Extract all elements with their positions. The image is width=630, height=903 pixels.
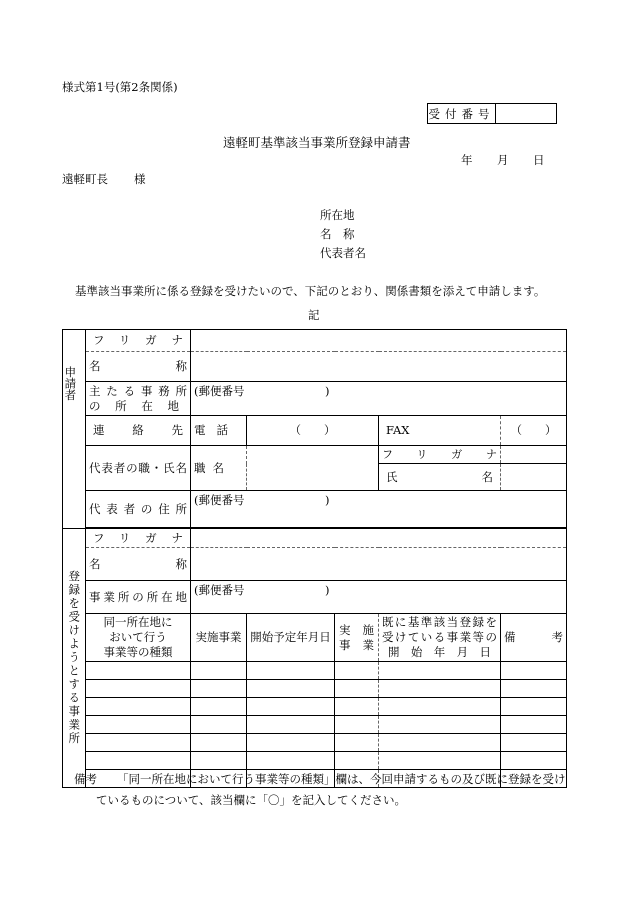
table-row-cell[interactable] (379, 698, 501, 716)
main-office-field[interactable] (191, 382, 567, 416)
postal-label: (郵便番号 ) (194, 493, 330, 507)
addressee-suffix: 様 (134, 172, 146, 186)
table-row-cell[interactable] (247, 716, 335, 734)
application-table (62, 329, 567, 788)
furigana2-label: フリガナ (379, 446, 501, 464)
already-registered-header: 既に基準該当登録を 受けている事業等の 開始年月日 (379, 614, 501, 662)
table-row-cell[interactable] (86, 716, 191, 734)
receipt-number-label: 受付番号 (428, 104, 496, 123)
postal-label: (郵便番号 ) (194, 583, 330, 597)
table-row-cell[interactable] (379, 734, 501, 752)
table-row-cell[interactable] (247, 734, 335, 752)
table-row-cell[interactable] (247, 698, 335, 716)
same-location-header: 同一所在地に おいて行う 事業等の種類 (86, 614, 191, 662)
post-label: 職名 (191, 446, 247, 491)
rep-title-name-label: 代表者の職・氏名 (86, 446, 191, 491)
table-row-cell[interactable] (379, 680, 501, 698)
shimei-label: 氏名 (379, 464, 501, 491)
note-label: 備考 (74, 772, 97, 786)
table-row-cell[interactable] (335, 662, 379, 680)
section-applicant-label: 申請者 (63, 330, 86, 529)
office-furigana-field[interactable] (191, 529, 567, 548)
table-row-cell[interactable] (335, 716, 379, 734)
receipt-number-field[interactable] (496, 104, 556, 123)
section-office-label: 登録を受けようとする事業所 (63, 529, 86, 788)
table-row-cell[interactable] (86, 698, 191, 716)
office-name-field[interactable] (191, 548, 567, 581)
table-row-cell[interactable] (191, 680, 247, 698)
page-title: 遠軽町基準該当事業所登録申請書 (223, 135, 411, 150)
applicant-address-label: 所在地 (320, 208, 355, 222)
intro-text: 基準該当事業所に係る登録を受けたいので、下記のとおり、関係書類を添えて申請します。 (75, 284, 546, 298)
table-row-cell[interactable] (86, 752, 191, 770)
table-row-cell[interactable] (335, 752, 379, 770)
postal-label: (郵便番号 ) (194, 384, 330, 398)
addressee-name: 遠軽町長 (62, 172, 108, 186)
name-label: 名称 (86, 352, 191, 382)
receipt-number-box (427, 103, 557, 124)
table-row-cell[interactable] (501, 680, 567, 698)
table-row-cell[interactable] (501, 662, 567, 680)
office-furigana-label: フリガナ (86, 529, 191, 548)
date-year: 年 (461, 153, 473, 167)
table-row-cell[interactable] (191, 734, 247, 752)
note-line-2: ているものについて、該当欄に「〇」を記入してください。 (96, 793, 407, 807)
office-address-label: 事業所の所在地 (86, 581, 191, 614)
table-row-cell[interactable] (86, 680, 191, 698)
form-number: 様式第1号(第2条関係) (62, 80, 178, 94)
table-row-cell[interactable] (379, 716, 501, 734)
rep-address-field[interactable] (191, 491, 567, 528)
table-row-cell[interactable] (379, 752, 501, 770)
table-row-cell[interactable] (335, 680, 379, 698)
tel-field[interactable]: （ ） (247, 416, 379, 446)
fax-field[interactable]: （ ） (501, 416, 567, 446)
table-row-cell[interactable] (335, 734, 379, 752)
table-row-cell[interactable] (247, 662, 335, 680)
table-row-cell[interactable] (191, 662, 247, 680)
fax-label: FAX (379, 416, 501, 446)
main-office-label: 主たる事務所 の所在地 (86, 382, 191, 416)
office-name-label: 名称 (86, 548, 191, 581)
jisshi-header: 実施事業 (191, 614, 247, 662)
table-row-cell[interactable] (191, 698, 247, 716)
rep-name-field[interactable] (501, 464, 567, 491)
table-row-cell[interactable] (191, 752, 247, 770)
table-row-cell[interactable] (247, 680, 335, 698)
jisshi-jigyo-header: 実施 事業 (335, 614, 379, 662)
rep-furigana-field[interactable] (501, 446, 567, 464)
applicant-rep-label: 代表者名 (320, 246, 366, 260)
ki-heading: 記 (308, 308, 320, 322)
post-field[interactable] (247, 446, 379, 491)
table-row-cell[interactable] (86, 734, 191, 752)
contact-label: 連絡先 (86, 416, 191, 446)
rep-address-label: 代表者の住所 (86, 491, 191, 528)
table-row-cell[interactable] (501, 698, 567, 716)
table-row-cell[interactable] (501, 716, 567, 734)
table-row-cell[interactable] (501, 752, 567, 770)
furigana-label: フリガナ (86, 330, 191, 352)
date-day: 日 (533, 153, 545, 167)
table-row-cell[interactable] (191, 716, 247, 734)
table-row-cell[interactable] (501, 734, 567, 752)
table-row-cell[interactable] (86, 662, 191, 680)
furigana-field[interactable] (191, 330, 567, 352)
table-row-cell[interactable] (335, 698, 379, 716)
table-row-cell[interactable] (379, 662, 501, 680)
table-row-cell[interactable] (247, 752, 335, 770)
name-field[interactable] (191, 352, 567, 382)
start-date-header: 開始予定年月日 (247, 614, 335, 662)
office-address-field[interactable] (191, 581, 567, 614)
applicant-name-label: 名 称 (320, 227, 355, 241)
tel-label: 電話 (191, 416, 247, 446)
date-month: 月 (497, 153, 509, 167)
note-line-1: 「同一所在地において行う事業等の種類」欄は、今回申請するもの及び既に登録を受け (117, 772, 566, 786)
remarks-header: 備考 (501, 614, 567, 662)
